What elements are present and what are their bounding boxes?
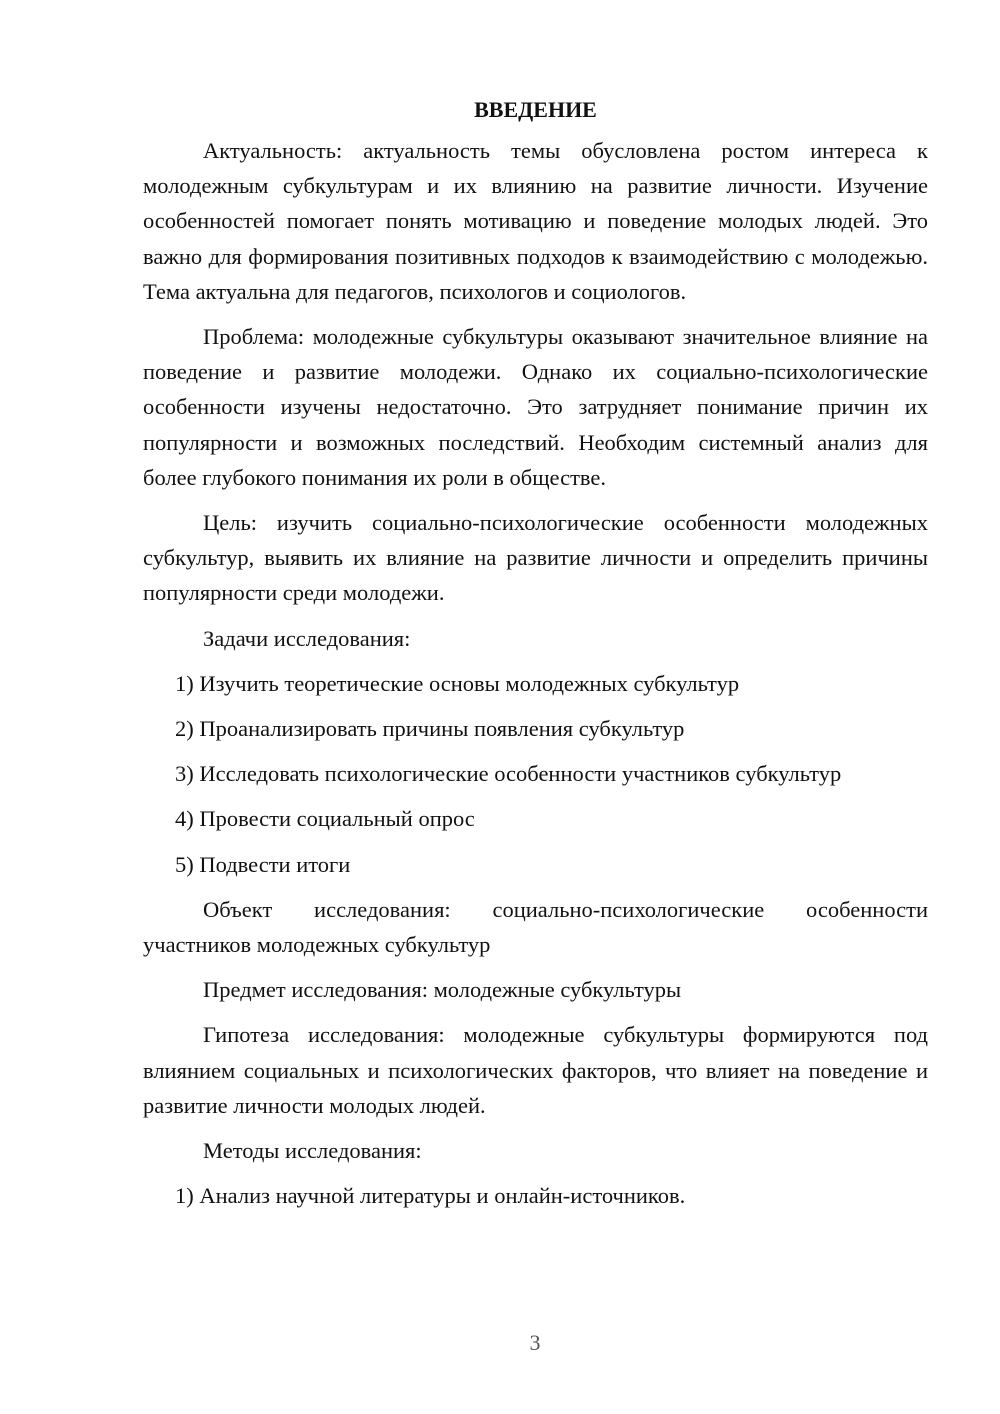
methods-list [143, 1178, 928, 1213]
list-item: 3) Исследовать психологические особенности участников субкультур [175, 761, 842, 787]
tasks-list [143, 666, 928, 882]
hypothesis-paragraph: Гипотеза исследования: молодежные субкультуры формируются под влиянием социальных и психологических факторов, что влияет на поведение и развитие личности молодых людей. [143, 1022, 928, 1118]
goal-paragraph: Цель: изучить социально-психологические особенности молодежных субкультур, выявить их влияние на развитие личности и определить причины популярности среди молодежи. [143, 510, 928, 606]
list-item: 4) Провести социальный опрос [175, 806, 475, 832]
document-page [143, 92, 928, 1223]
list-item: 1) Изучить теоретические основы молодежных субкультур [175, 670, 740, 696]
document-title: ВВЕДЕНИЕ [474, 97, 597, 122]
list-item: 1) Анализ научной литературы и онлайн-источников. [175, 1183, 686, 1209]
relevance-paragraph: Актуальность: актуальность темы обусловлена ростом интереса к молодежным субкультурам и их влиянию на развитие личности. Изучение особенностей помогает понять мотивацию и поведение молодых людей. Это важно для формирования позитивных подходов к взаимодействию с молодежью. Тема актуальна для педагогов, психологов и социологов. [143, 138, 928, 304]
object-paragraph: Объект исследования: социально-психологические особенности участников молодежных субкультур [143, 896, 928, 958]
page-number: 3 [529, 1330, 541, 1355]
problem-paragraph: Проблема: молодежные субкультуры оказывают значительное влияние на поведение и развитие молодежи. Однако их социально-психологические особенности изучены недостаточно. Это затрудняет понимание причин их популярности и возможных последствий. Необходим системный анализ для более глубокого понимания их роли в обществе. [143, 324, 928, 490]
list-item: 2) Проанализировать причины появления субкультур [175, 716, 685, 742]
list-item: 5) Подвести итоги [175, 851, 351, 877]
tasks-heading: Задачи исследования: [203, 625, 411, 651]
methods-heading: Методы исследования: [203, 1138, 422, 1164]
subject-paragraph: Предмет исследования: молодежные субкультуры [203, 977, 682, 1003]
